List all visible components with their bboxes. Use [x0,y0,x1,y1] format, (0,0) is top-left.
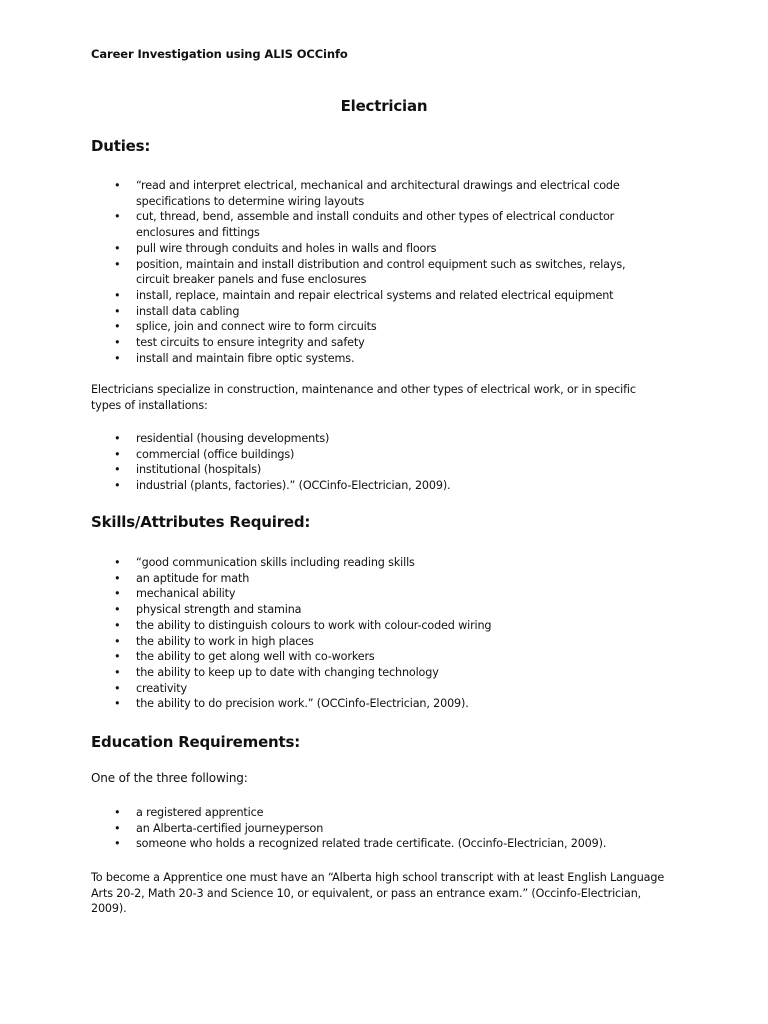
bullet-icon: • [114,304,121,318]
list-item-text: mechanical ability [136,587,236,601]
bullet-icon: • [114,634,121,648]
list-item [91,447,661,463]
list-item [91,178,661,209]
bullet-icon: • [114,650,121,664]
bullet-icon: • [114,556,121,569]
bullet-icon: • [114,681,121,695]
bullet-icon: • [114,210,121,224]
list-item-text: physical strength and stamina [136,603,302,617]
list-item [91,649,661,665]
list-item [91,319,661,335]
list-item-text: residential (housing developments) [136,432,330,445]
list-item-text: install, replace, maintain and repair electrical systems and related electrical equipment [136,288,614,302]
list-item-text: pull wire through conduits and holes in walls and floors [136,241,437,255]
list-item [91,618,661,634]
list-item [91,209,661,240]
bullet-icon: • [114,618,121,632]
list-item [91,478,661,494]
bullet-icon: • [114,806,121,819]
bullet-icon: • [114,241,121,255]
list-item [91,431,661,447]
bullet-icon: • [114,697,121,711]
bullet-icon: • [114,665,121,679]
list-item [91,665,661,681]
list-item [91,351,661,367]
list-item [91,586,661,602]
list-item [91,836,661,852]
list-item [91,634,661,650]
list-item [91,335,661,351]
list-item [91,681,661,697]
list-item-text: “read and interpret electrical, mechanical and architectural drawings and electrical code specifications to determine wiring layouts [136,179,620,208]
bullet-icon: • [114,603,121,617]
bullet-icon: • [114,288,121,302]
bullet-icon: • [114,336,121,350]
list-item-text: install and maintain fibre optic systems. [136,351,355,365]
education-closing-paragraph: To become a Apprentice one must have an “Alberta high school transcript with at least English Language Arts 20-2, Math 20-3 and Science 10, or equivalent, or pass an entrance exam.” (Occinfo-Electrician, 2009). [91,871,665,916]
education-heading: Education Requirements: [91,733,301,751]
list-item [91,304,661,320]
duties-list [91,178,661,366]
list-item [91,462,661,478]
list-item-text: an aptitude for math [136,571,250,585]
document-title: Electrician [340,97,428,115]
list-item-text: the ability to keep up to date with changing technology [136,665,439,679]
bullet-icon: • [114,257,121,271]
bullet-icon: • [114,821,121,835]
education-list [91,805,661,852]
list-item [91,288,661,304]
list-item-text: an Alberta-certified journeyperson [136,821,324,835]
bullet-icon: • [114,351,121,365]
list-item [91,821,661,837]
bullet-icon: • [114,479,121,493]
list-item-text: the ability to distinguish colours to work with colour-coded wiring [136,618,492,632]
list-item [91,805,661,821]
list-item-text: cut, thread, bend, assemble and install conduits and other types of electrical conductor enclosures and fittings [136,210,615,240]
bullet-icon: • [114,463,121,477]
list-item [91,571,661,587]
installations-list [91,431,661,494]
skills-list [91,555,661,712]
list-item [91,241,661,257]
list-item-text: “good communication skills including reading skills [136,556,415,569]
list-item-text: the ability to work in high places [136,634,314,648]
list-item [91,602,661,618]
list-item-text: institutional (hospitals) [136,463,262,477]
list-item-text: test circuits to ensure integrity and safety [136,336,365,350]
bullet-icon: • [114,571,121,585]
bullet-icon: • [114,179,121,192]
bullet-icon: • [114,432,121,445]
list-item-text: the ability to do precision work.” (OCCinfo-Electrician, 2009). [136,697,469,711]
bullet-icon: • [114,587,121,601]
list-item-text: the ability to get along well with co-workers [136,650,375,664]
bullet-icon: • [114,837,121,851]
skills-heading: Skills/Attributes Required: [91,513,311,531]
bullet-icon: • [114,447,121,461]
list-item-text: creativity [136,681,187,695]
bullet-icon: • [114,320,121,334]
list-item-text: industrial (plants, factories).” (OCCinfo-Electrician, 2009). [136,479,451,493]
list-item-text: splice, join and connect wire to form circuits [136,320,377,334]
education-intro: One of the three following: [91,771,248,785]
list-item [91,555,661,571]
list-item-text: someone who holds a recognized related trade certificate. (Occinfo-Electrician, 2009). [136,837,607,851]
list-item-text: position, maintain and install distribution and control equipment such as switches, relays, circuit breaker panels and fuse enclosures [136,257,626,287]
list-item-text: commercial (office buildings) [136,447,295,461]
document-header: Career Investigation using ALIS OCCinfo [91,47,348,61]
list-item [91,257,661,288]
specialize-paragraph: Electricians specialize in construction, maintenance and other types of electrical work, or in specific types of installations: [91,383,636,412]
list-item-text: a registered apprentice [136,806,264,819]
list-item-text: install data cabling [136,304,240,318]
list-item [91,696,661,712]
duties-heading: Duties: [91,137,151,155]
